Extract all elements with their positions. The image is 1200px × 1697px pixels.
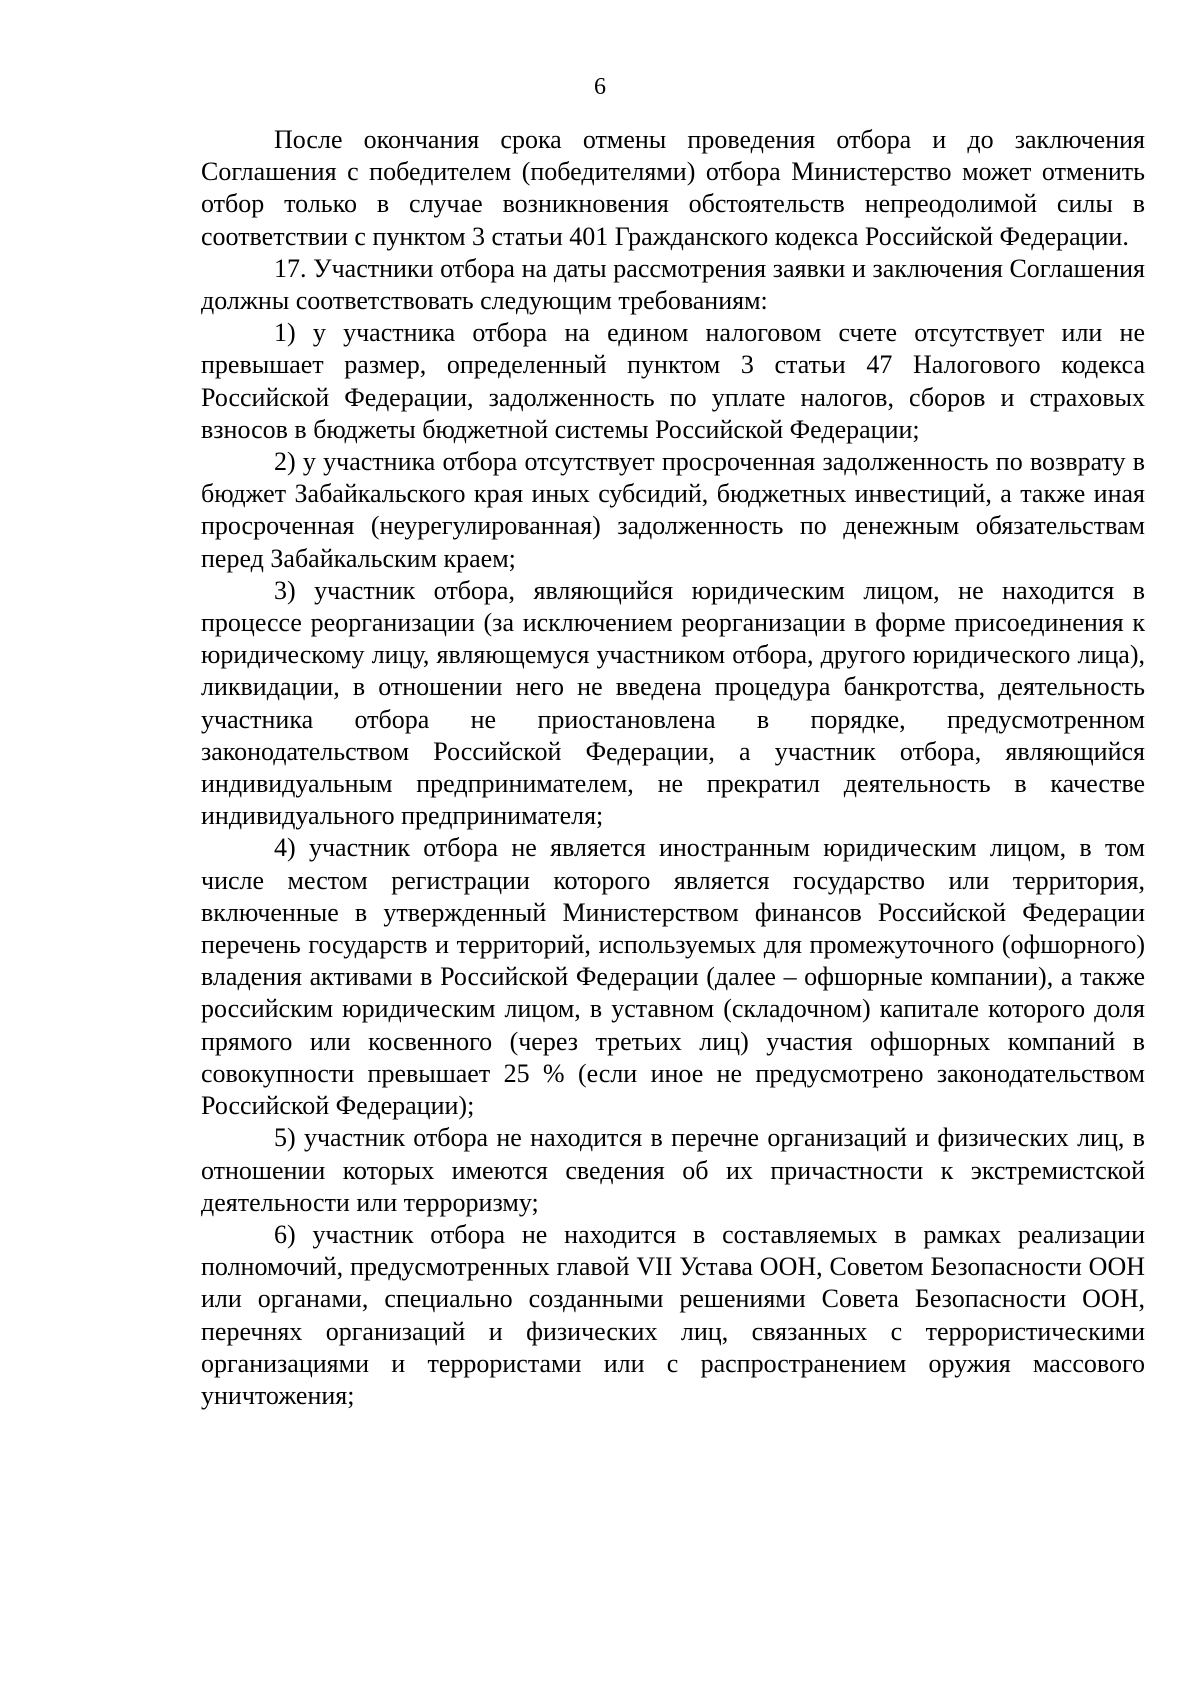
paragraph-requirement-3-reorganization: 3) участник отбора, являющийся юридическим лицом, не находится в процессе реорганизации (за исключением реорганизации в форме присоединения к юридическому лицу, являющемуся участником отбора, другого юридического лица), ликвидации, в отношении него не введена процедура банкротства, деятельность участника отбора не приостановлена в порядке, предусмотренном законодательством Российской Федерации, а участник отбора, являющийся индивидуальным предпринимателем, не прекратил деятельность в качестве индивидуального предпринимателя; <box>201 575 1145 831</box>
paragraph-requirement-1-tax-debt: 1) у участника отбора на едином налоговом счете отсутствует или не превышает размер, определенный пунктом 3 статьи 47 Налогового кодекса Российской Федерации, задолженность по уплате налогов, сборов и страховых взносов в бюджеты бюджетной системы Российской Федерации; <box>201 318 1145 444</box>
page-number: 6 <box>594 74 606 100</box>
paragraph-requirement-2-overdue-debt: 2) у участника отбора отсутствует просроченная задолженность по возврату в бюджет Забайкальского края иных субсидий, бюджетных инвестиций, а также иная просроченная (неурегулированная) задолженность по денежным обязательствам перед Забайкальским краем; <box>201 447 1145 573</box>
paragraph-requirement-4-offshore: 4) участник отбора не является иностранным юридическим лицом, в том числе местом регистрации которого является государство или территория, включенные в утвержденный Министерством финансов Российской Федерации перечень государств и территорий, используемых для промежуточного (офшорного) владения активами в Российской Федерации (далее – офшорные компании), а также российским юридическим лицом, в уставном (складочном) капитале которого доля прямого или косвенного (через третьих лиц) участия офшорных компаний в совокупности превышает 25 % (если иное не предусмотрено законодательством Российской Федерации); <box>201 833 1145 1121</box>
paragraph-17-requirements: 17. Участники отбора на даты рассмотрения заявки и заключения Соглашения должны соответствовать следующим требованиям: <box>201 253 1145 316</box>
paragraph-cancellation-after-deadline: После окончания срока отмены проведения отбора и до заключения Соглашения с победителем (победителями) отбора Министерство может отменить отбор только в случае возникновения обстоятельств непреодолимой силы в соответствии с пунктом 3 статьи 401 Гражданского кодекса Российской Федерации. <box>201 125 1145 251</box>
paragraph-requirement-6-un-lists: 6) участник отбора не находится в составляемых в рамках реализации полномочий, предусмотренных главой VII Устава ООН, Советом Безопасности ООН или органами, специально созданными решениями Совета Безопасности ООН, перечнях организаций и физических лиц, связанных с террористическими организациями и террористами или с распространением оружия массового уничтожения; <box>201 1219 1145 1410</box>
document-body <box>201 124 1145 1412</box>
paragraph-requirement-5-extremism-list: 5) участник отбора не находится в перечне организаций и физических лиц, в отношении которых имеются сведения об их причастности к экстремистской деятельности или терроризму; <box>201 1123 1145 1217</box>
